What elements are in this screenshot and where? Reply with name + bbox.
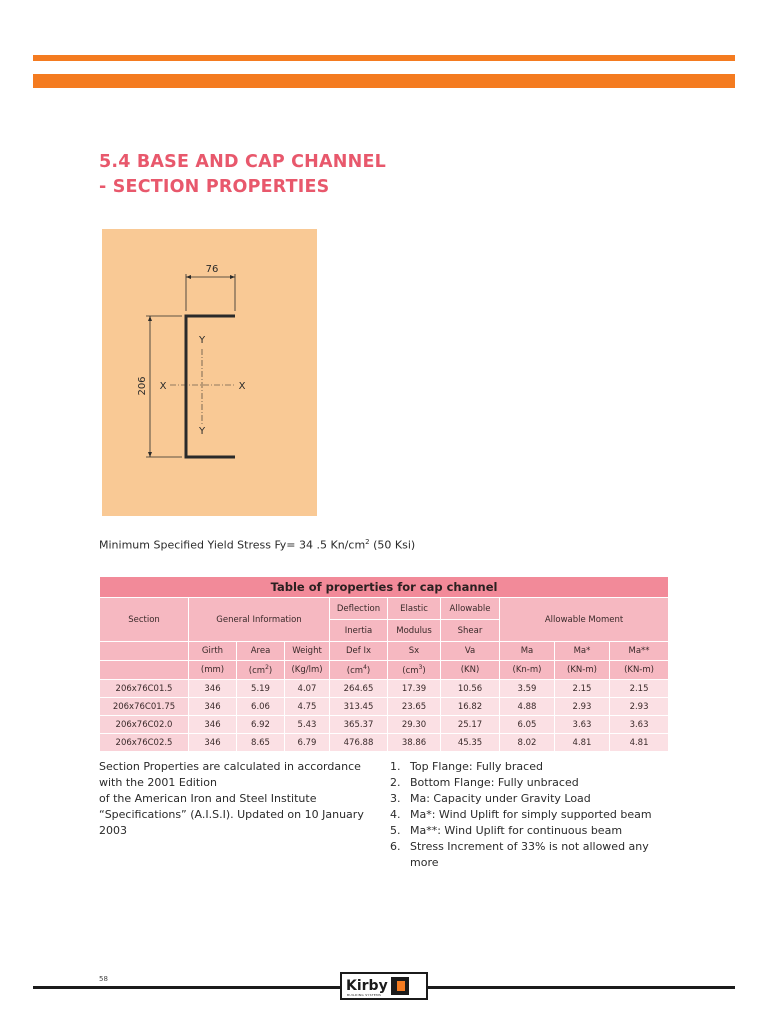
cell-ma2: 4.81 xyxy=(610,734,669,752)
cell-weight: 5.43 xyxy=(285,716,330,734)
cell-def: 476.88 xyxy=(330,734,388,752)
table-row xyxy=(100,680,669,698)
unit-girth: (mm) xyxy=(189,661,237,680)
elastic-header: Elastic xyxy=(388,598,441,620)
allowable-moment-header: Allowable Moment xyxy=(500,598,669,642)
page-title-line2: - SECTION PROPERTIES xyxy=(99,177,330,197)
cell-area: 8.65 xyxy=(237,734,285,752)
cell-def: 264.65 xyxy=(330,680,388,698)
top-rule-thick xyxy=(33,74,735,88)
unit-area: $(cm^2)$ xyxy=(237,661,285,680)
section-header: Section xyxy=(100,598,189,642)
cell-va: 45.35 xyxy=(441,734,500,752)
cell-ma: 6.05 xyxy=(500,716,555,734)
cell-ma1: 3.63 xyxy=(555,716,610,734)
calculation-note xyxy=(99,759,369,839)
page-number: 58 xyxy=(99,975,108,983)
list-item: 2. Bottom Flange: Fully unbraced xyxy=(390,776,579,789)
axis-y-bottom-label: Y xyxy=(198,426,206,437)
cell-sx: 17.39 xyxy=(388,680,441,698)
cell-def: 365.37 xyxy=(330,716,388,734)
section-unit-blank xyxy=(100,661,189,680)
yield-stress-text: Minimum Specified Yield Stress Fy= 34 .5 Kn/cm xyxy=(99,538,366,552)
flange-width-label: 76 xyxy=(205,264,219,275)
inertia-header: Inertia xyxy=(330,620,388,642)
cell-va: 10.56 xyxy=(441,680,500,698)
kirby-logo xyxy=(340,972,428,1000)
logo-wordmark: Kirby xyxy=(346,978,388,994)
cell-ma: 8.02 xyxy=(500,734,555,752)
cell-weight: 6.79 xyxy=(285,734,330,752)
top-rule-thin xyxy=(33,55,735,61)
list-item: 5. Ma**: Wind Uplift for continuous beam xyxy=(390,824,623,837)
modulus-header: Modulus xyxy=(388,620,441,642)
footnotes-list xyxy=(390,759,690,871)
channel-profile xyxy=(186,316,235,457)
shear-header: Shear xyxy=(441,620,500,642)
cell-weight: 4.75 xyxy=(285,698,330,716)
cell-ma2: 2.15 xyxy=(610,680,669,698)
cell-girth: 346 xyxy=(189,734,237,752)
cell-section: 206x76C02.0 xyxy=(100,716,189,734)
yield-stress-sup: 2 xyxy=(365,538,370,546)
col-ma1: Ma* xyxy=(555,642,610,661)
allowable-header: Allowable xyxy=(441,598,500,620)
unit-sx: $(cm^3)$ xyxy=(388,661,441,680)
cell-ma2: 3.63 xyxy=(610,716,669,734)
general-info-header: General Information xyxy=(189,598,330,642)
table-row xyxy=(100,716,669,734)
cell-sx: 29.30 xyxy=(388,716,441,734)
col-weight: Weight xyxy=(285,642,330,661)
list-item: 1. Top Flange: Fully braced xyxy=(390,760,543,773)
cell-girth: 346 xyxy=(189,716,237,734)
axis-x-right-label: X xyxy=(238,381,246,392)
unit-def: $(cm^4)$ xyxy=(330,661,388,680)
axis-y-top-label: Y xyxy=(198,335,206,346)
cell-ma: 3.59 xyxy=(500,680,555,698)
table-row xyxy=(100,734,669,752)
note-line: 2003 xyxy=(99,824,127,837)
col-sx: Sx xyxy=(388,642,441,661)
logo-tagline: BUILDING SYSTEMS xyxy=(347,993,382,997)
unit-va: (KN) xyxy=(441,661,500,680)
col-girth: Girth xyxy=(189,642,237,661)
cell-sx: 23.65 xyxy=(388,698,441,716)
cell-ma1: 2.93 xyxy=(555,698,610,716)
col-def: Def Ix xyxy=(330,642,388,661)
note-line: “Specifications” (A.I.S.I). Updated on 10 January xyxy=(99,808,364,821)
list-item: 4. Ma*: Wind Uplift for simply supported beam xyxy=(390,808,652,821)
cell-ma2: 2.93 xyxy=(610,698,669,716)
cell-weight: 4.07 xyxy=(285,680,330,698)
cell-section: 206x76C02.5 xyxy=(100,734,189,752)
cell-va: 25.17 xyxy=(441,716,500,734)
col-ma: Ma xyxy=(500,642,555,661)
note-line: with the 2001 Edition xyxy=(99,776,217,789)
depth-label: 206 xyxy=(137,376,148,396)
yield-stress-tail: (50 Ksi) xyxy=(369,538,416,552)
channel-drawing xyxy=(102,229,317,516)
cell-def: 313.45 xyxy=(330,698,388,716)
channel-section-figure xyxy=(102,229,317,516)
cell-area: 6.92 xyxy=(237,716,285,734)
axis-x-left-label: X xyxy=(159,381,167,392)
cell-ma1: 4.81 xyxy=(555,734,610,752)
yield-stress-note xyxy=(99,538,415,552)
unit-weight: (Kg/lm) xyxy=(285,661,330,680)
unit-ma1: (KN-m) xyxy=(555,661,610,680)
properties-table xyxy=(99,576,669,752)
logo-icon xyxy=(391,977,409,995)
list-item: 3. Ma: Capacity under Gravity Load xyxy=(390,792,591,805)
col-area: Area xyxy=(237,642,285,661)
section-header-cont xyxy=(100,642,189,661)
deflection-header: Deflection xyxy=(330,598,388,620)
table-row xyxy=(100,698,669,716)
cell-va: 16.82 xyxy=(441,698,500,716)
page-title xyxy=(99,150,386,200)
cell-area: 5.19 xyxy=(237,680,285,698)
cell-section: 206x76C01.5 xyxy=(100,680,189,698)
note-line: of the American Iron and Steel Institute xyxy=(99,792,317,805)
unit-ma2: (KN-m) xyxy=(610,661,669,680)
cell-girth: 346 xyxy=(189,698,237,716)
unit-ma: (Kn-m) xyxy=(500,661,555,680)
page-title-line1: 5.4 BASE AND CAP CHANNEL xyxy=(99,152,386,172)
cell-area: 6.06 xyxy=(237,698,285,716)
list-item: 6. Stress Increment of 33% is not allowed any xyxy=(390,840,649,853)
table-caption: Table of properties for cap channel xyxy=(100,577,669,598)
cell-girth: 346 xyxy=(189,680,237,698)
list-item: more xyxy=(410,856,439,869)
note-line: Section Properties are calculated in accordance xyxy=(99,760,361,773)
col-ma2: Ma** xyxy=(610,642,669,661)
col-va: Va xyxy=(441,642,500,661)
cell-ma: 4.88 xyxy=(500,698,555,716)
cell-ma1: 2.15 xyxy=(555,680,610,698)
cell-sx: 38.86 xyxy=(388,734,441,752)
cell-section: 206x76C01.75 xyxy=(100,698,189,716)
